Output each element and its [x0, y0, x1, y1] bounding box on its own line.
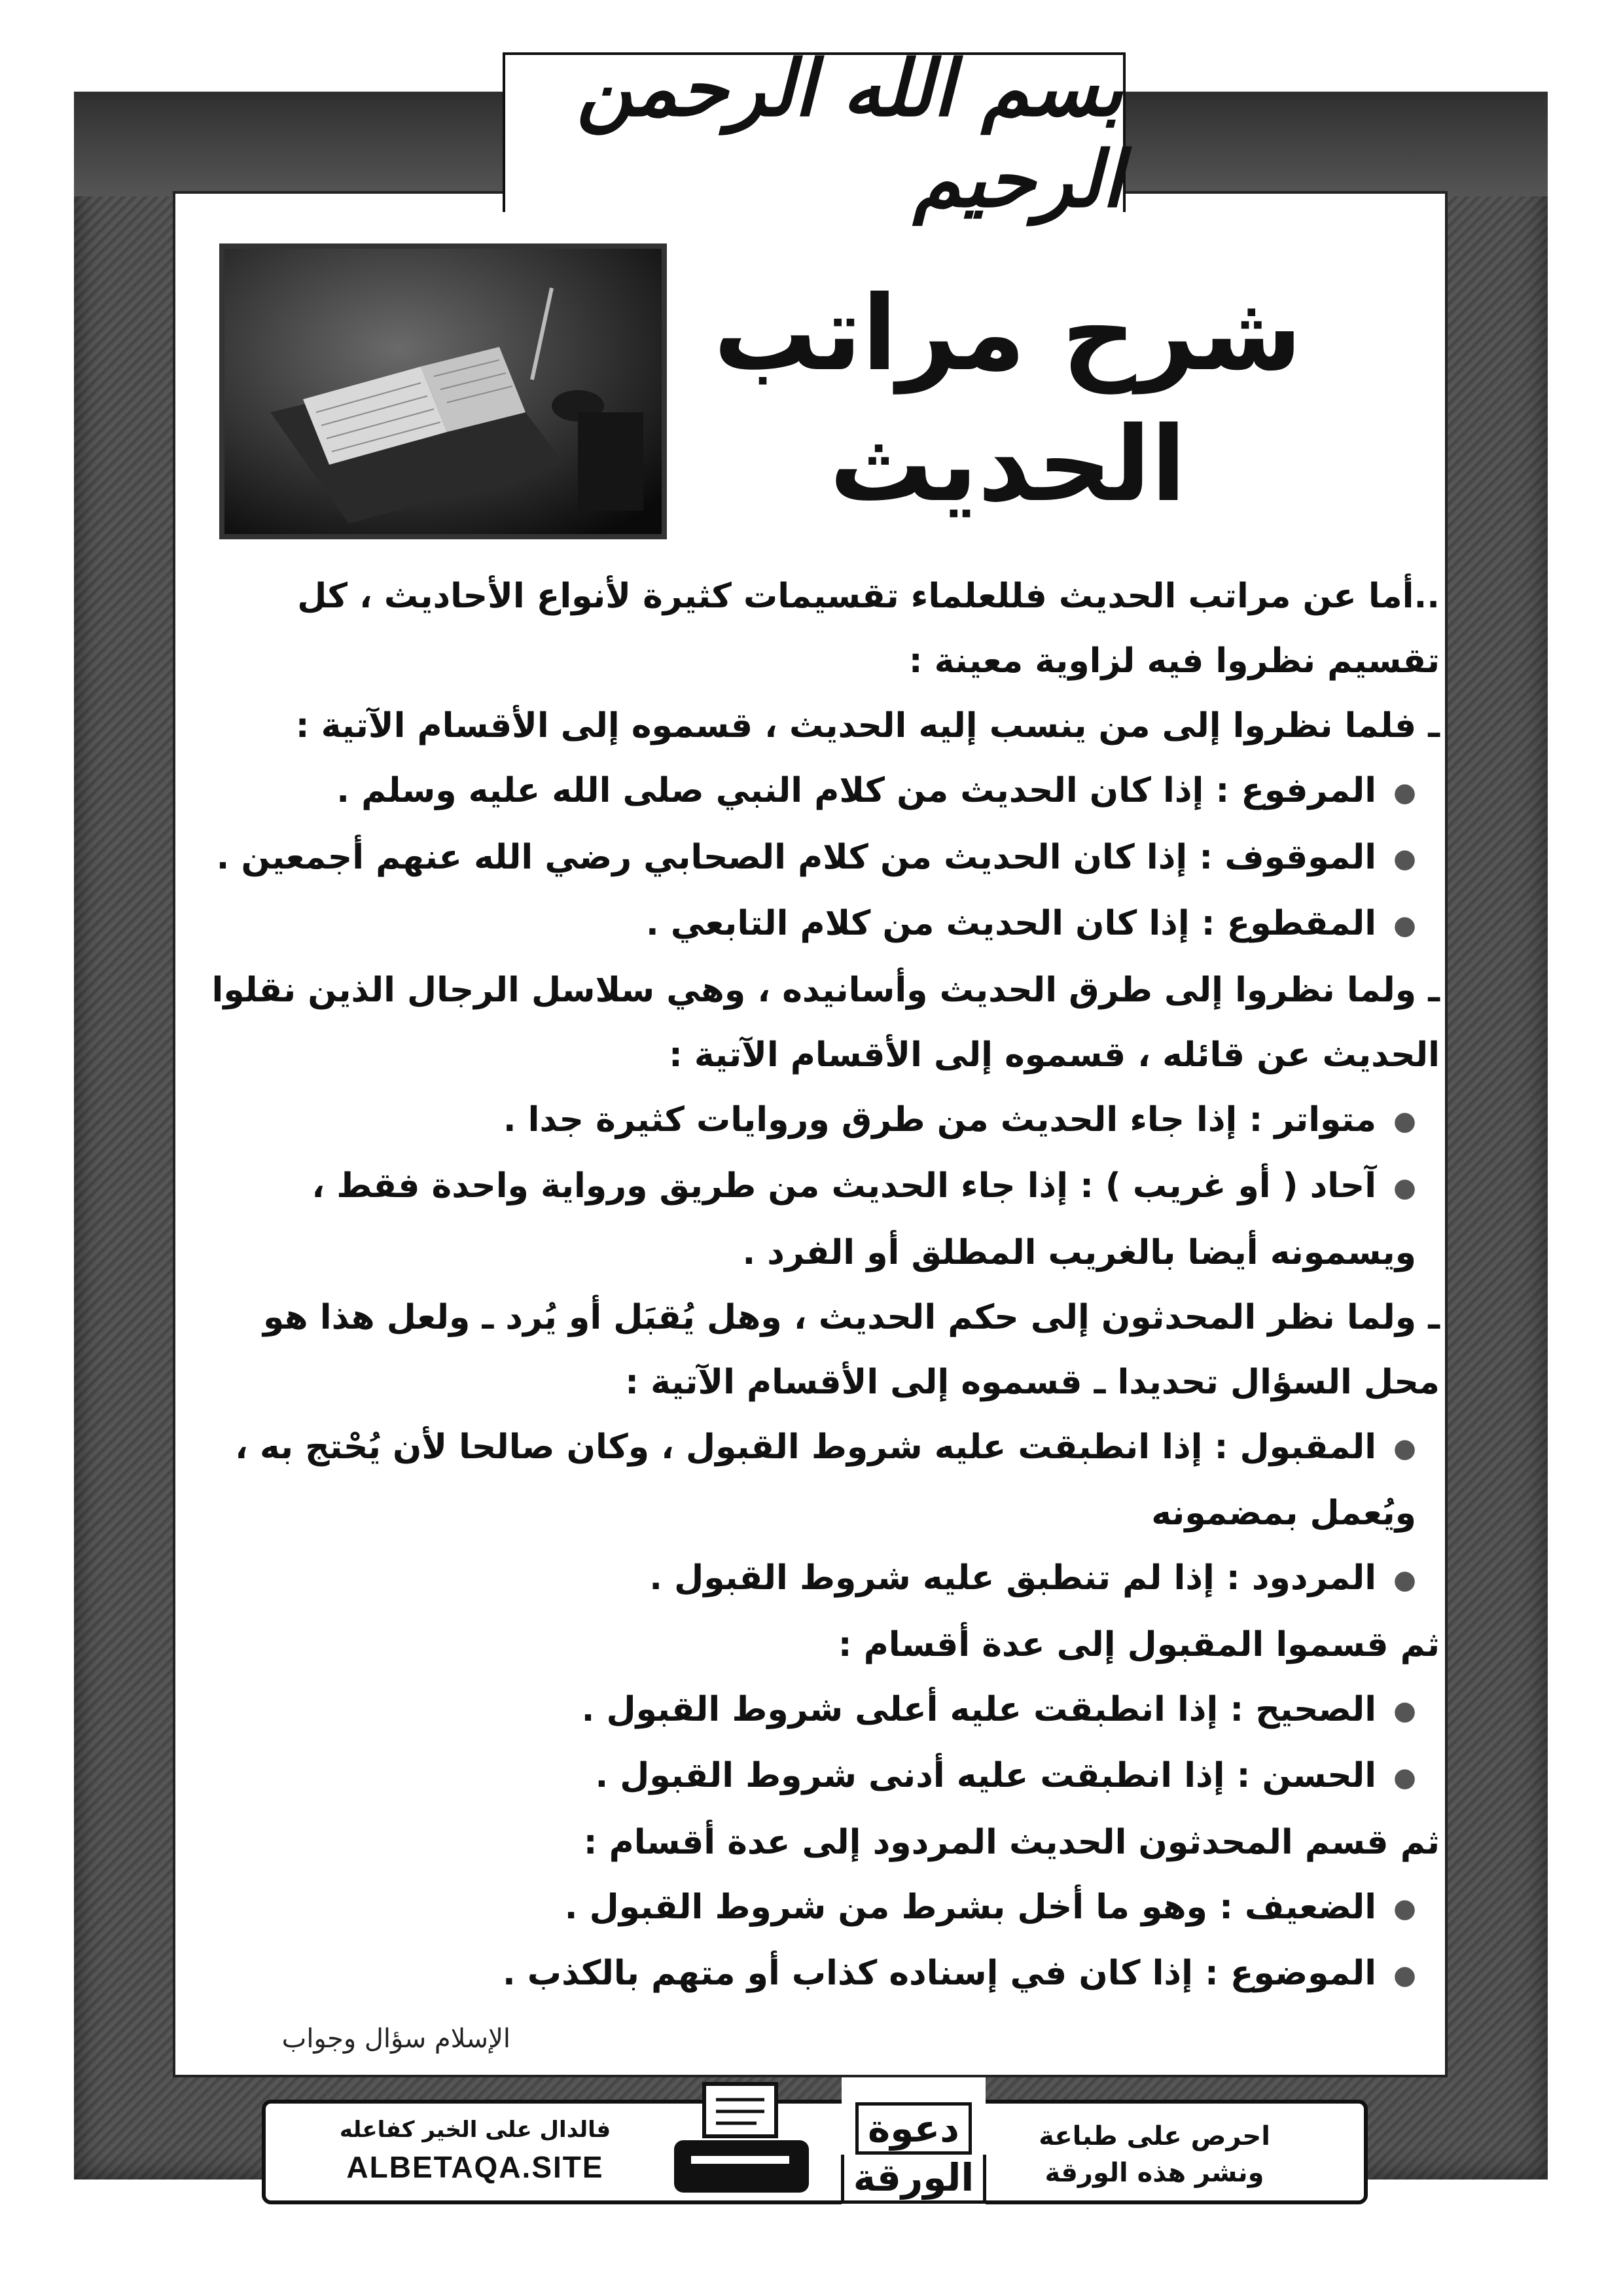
footer-left [292, 2117, 658, 2185]
footer-motto: فالدال على الخير كفاعله [339, 2117, 611, 2143]
dawat-alwaraqa-logo [842, 2077, 986, 2228]
source-credit: الإسلام سؤال وجواب [281, 2024, 510, 2054]
printer-icon [665, 2077, 822, 2208]
basmala: بسم الله الرحمن الرحيم [577, 43, 1123, 224]
site-link[interactable]: ALBETAQA.SITE [346, 2150, 604, 2184]
paragraph: ..أما عن مراتب الحديث فللعلماء تقسيمات كثيرة لأنواع الأحاديث ، كل تقسيم نظروا فيه لزاوية معينة : [297, 577, 1440, 681]
list-item: ● الضعيف : وهو ما أخل بشرط من شروط القبول . [196, 1875, 1440, 1942]
paragraph: ـ فلما نظروا إلى من ينسب إليه الحديث ، قسموه إلى الأقسام الآتية : [295, 706, 1440, 745]
list-item: ● المردود : إذا لم تنطبق عليه شروط القبول . [196, 1546, 1440, 1613]
title-line-2: الحديث [829, 404, 1186, 525]
basmala-box [503, 43, 1126, 224]
book-photo [219, 243, 667, 539]
footer-banner [262, 2100, 1368, 2204]
list-item: ● الموقوف : إذا كان الحديث من كلام الصحابي رضي الله عنهم أجمعين . [196, 825, 1440, 892]
list-item: ● الصحيح : إذا انطبقت عليه أعلى شروط القبول . [196, 1677, 1440, 1744]
list-item: ● الموضوع : إذا كان في إسناده كذاب أو متهم بالكذب . [196, 1941, 1440, 2008]
article-body [196, 564, 1440, 2008]
open-book-illustration [224, 249, 662, 534]
logo-line-2: الورقة [841, 2155, 987, 2204]
list-item: ● المرفوع : إذا كان الحديث من كلام النبي صلى الله عليه وسلم . [196, 759, 1440, 825]
paragraph: ثم قسموا المقبول إلى عدة أقسام : [838, 1624, 1440, 1664]
paragraph: ـ ولما نظر المحدثون إلى حكم الحديث ، وهل يُقبَل أو يُرد ـ ولعل هذا هو محل السؤال تحديدا ـ قسموه إلى الأقسام الآتية : [262, 1297, 1440, 1402]
list-item: ● المقبول : إذا انطبقت عليه شروط القبول ، وكان صالحا لأن يُحْتج به ، ويُعمل بمضمونه [196, 1415, 1440, 1547]
title-line-1: شرح مراتب [713, 274, 1302, 394]
footer-call-line-2: ونشر هذه الورقة [1044, 2158, 1264, 2188]
list-item: ● آحاد ( أو غريب ) : إذا جاء الحديث من طريق ورواية واحدة فقط ، ويسمونه أيضا بالغريب المطلق أو الفرد . [196, 1154, 1440, 1285]
list-item: ● المقطوع : إذا كان الحديث من كلام التابعي . [196, 891, 1440, 958]
list-item: ● متواتر : إذا جاء الحديث من طرق وروايات كثيرة جدا . [196, 1088, 1440, 1155]
logo-line-1: دعوة [855, 2102, 972, 2155]
paragraph: ثم قسم المحدثون الحديث المردود إلى عدة أقسام : [583, 1822, 1440, 1862]
paragraph: ـ ولما نظروا إلى طرق الحديث وأسانيده ، وهي سلاسل الرجال الذين نقلوا الحديث عن قائله ، قسموه إلى الأقسام الآتية : [211, 970, 1440, 1075]
list-item: ● الحسن : إذا انطبقت عليه أدنى شروط القبول . [196, 1744, 1440, 1810]
page-title [694, 268, 1322, 530]
footer-right [971, 2118, 1338, 2191]
footer-call-line-1: احرص على طباعة [1039, 2121, 1270, 2151]
